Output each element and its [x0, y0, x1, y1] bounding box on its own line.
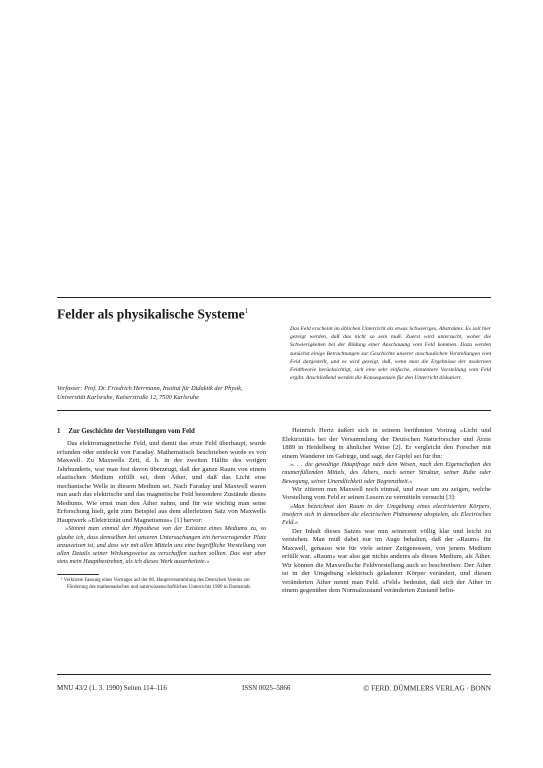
- article-title: [57, 303, 297, 323]
- journal-citation: MNU 43/2 (1. 3. 1990) Seiten 114–116: [57, 684, 167, 692]
- paragraph-hertz: Heinrich Hertz äußert sich in seinem berühmten Vortrag »Licht und Elektrizität« bei der Versammlung der Deutschen Naturforscher und Ärzte 1889 in Heidelberg in ähnlicher Weise [2]. Er vergleicht den Forscher mit einem Wanderer im Gebirge, und sagt, der Gipfel sei für ihn:: [282, 427, 491, 460]
- paragraph-content: Der Inhalt dieses Satzes war nun seinerzeit völlig klar und leicht zu verstehen. Man muß dabei nur im Auge behalten, daß der »Raum« für Maxwell, genauso wie für viele seiner Zeitgenossen, von jenem Medium erfüllt war. »Raum« war also gar nichts anderes als dieses Medium, als Äther. Wir können die Maxwellsche Feldvorstellung auch so beschreiben: Der Äther ist in der Umgebung elektrisch geladener Körper verändert, und diesen veränderten Äther nennt man Feld. »Feld« bedeutet, daß sich der Äther in einem gegenüber dem Normalzustand veränderten Zustand befin-: [282, 527, 491, 595]
- quote-hertz: ». . . die gewaltige Hauptfrage nach dem Wesen, nach den Eigenschaften des raumerfüllenden Mittels, des Äthers, nach seiner Struktur, seiner Ruhe oder Bewegung, seiner Unendlichkeit oder Begrenztheit.«: [282, 461, 491, 485]
- section-heading: [57, 427, 266, 436]
- footer-divider: [57, 674, 491, 675]
- section-number: 1: [57, 428, 61, 435]
- header-bottom-divider: [57, 410, 491, 411]
- left-column: [57, 427, 266, 591]
- paragraph-maxwell-again: Wir zitieren nun Maxwell noch einmal, und zwar um zu zeigen, welche Vorstellung vom Feld er seinen Lesern zu vermitteln versucht [3]:: [282, 485, 491, 502]
- quote-maxwell-medium: »Stimmt man einmal der Hypothese von der Existenz eines Mediums zu, so glaube ich, dass demselben bei unseren Untersuchungen ein hervorragender Platz anzuweisen ist, und dass wir mit allen Mitteln uns eine begriffliche Vorstellung von allen Details seiner Wirkungsweise zu verschaffen suchen sollten. Das war aber stets mein Hauptbestreben, als ich dieses Werk ausarbeitete.«: [57, 525, 266, 566]
- paragraph-1: Das elektromagnetische Feld, und damit das erste Feld überhaupt, wurde erfunden oder entdeckt von Faraday. Mathematisch beschrieben wurde es von Maxwell. Zu Maxwells Zeit, d. h. in der zweiten Hälfte des vorigen Jahrhunderts, war man fest davon überzeugt, daß der ganze Raum von einem elastischen Medium erfüllt sei, dem Äther, und daß das Licht eine mechanische Welle in diesem Medium sei. Nach Faraday und Maxwell waren nun auch das elektrische und das magnetische Feld besondere Zustände dieses Mediums. Wie ernst man den Äther nahm, und für wie wichtig man seine Erforschung hielt, geht zum Beispiel aus dem allerletzten Satz von Maxwells Hauptwerk »Elektrizität und Magnetismus« [1] hervor:: [57, 440, 266, 524]
- article-title-text: Felder als physikalische Systeme: [57, 306, 245, 322]
- copyright-icon: ©: [363, 684, 370, 693]
- section-title: Zur Geschichte der Vorstellungen vom Feld: [68, 428, 195, 435]
- author-info: Verfasser: Prof. Dr. Friedrich Herrmann, Institut für Didaktik der Physik, Universität Karlsruhe, Kaiserstraße 12, 7500 Karlsruhe: [57, 385, 243, 401]
- abstract: Das Feld erscheint im üblichen Unterricht als etwas Schwieriges, Abstraktes. Es soll hier gezeigt werden, daß das nicht so sein muß. Zuerst wird untersucht, woher die Schwierigkeiten bei der Bildung einer Anschauung vom Feld kommen. Dazu werden zunächst einige Betrachtungen zur Geschichte unserer anschaulichen Vorstellungen vom Feld dargestellt, und es wird gezeigt, daß, wenn man die Ergebnisse der modernen Feldtheorie berücksichtigt, sich eine sehr einfache, elementare Vorstellung vom Feld ergibt. Anschließend werden die Konsequenzen für den Unterricht diskutiert.: [290, 326, 491, 382]
- publisher-name: FERD. DÜMMLERS VERLAG · BONN: [371, 684, 491, 693]
- footnote: ¹ Verkürzte Fassung eines Vortrages auf der 80. Hauptversammlung des Deutschen Vereins zur Förderung des mathematischen und naturwissenschaftlichen Unterrichts 1989 in Darmstadt.: [61, 578, 251, 590]
- publisher-info: [363, 684, 491, 694]
- footnote-divider: [57, 574, 99, 575]
- title-footnote-marker: 1: [244, 307, 249, 315]
- top-divider: [57, 297, 491, 298]
- issn: ISSN 0025–5866: [242, 684, 291, 692]
- right-column: [282, 427, 491, 596]
- quote-maxwell-field: »Man bezeichnet den Raum in der Umgebung eines electrisierten Körpers, insofern sich in demselben die electrischen Phänomene abspielen, als Electrisches Feld.«: [282, 502, 491, 527]
